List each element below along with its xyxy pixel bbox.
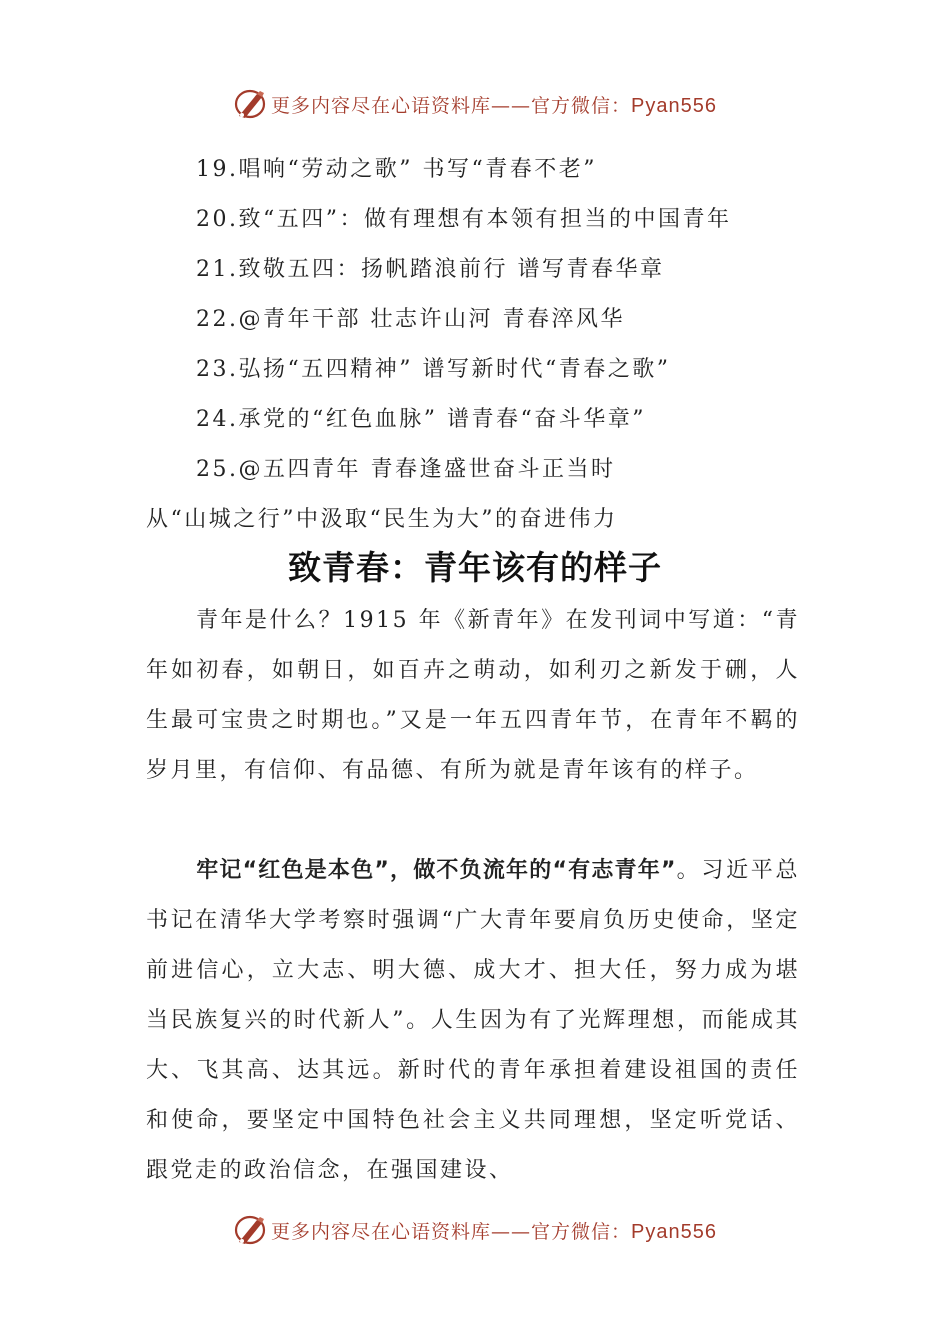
extra-title-line: 从“山城之行”中汲取“民生为大”的奋进伟力 <box>146 507 618 532</box>
article-paragraph-1 <box>146 596 800 796</box>
wechat-id: Pyan556 <box>631 94 717 117</box>
article-paragraph-2 <box>146 846 800 1196</box>
banner-text <box>271 91 717 118</box>
banner-slogan: 更多内容尽在心语资料库——官方微信： <box>271 94 632 117</box>
title-list <box>196 148 731 498</box>
list-item: 19.唱响“劳动之歌” 书写“青春不老” <box>196 157 597 182</box>
banner-text <box>271 1217 717 1244</box>
list-item: 20.致“五四”：做有理想有本领有担当的中国青年 <box>196 207 732 232</box>
list-item: 23.弘扬“五四精神” 谱写新时代“青春之歌” <box>196 357 671 382</box>
list-item: 22.@青年干部 壮志许山河 青春淬风华 <box>196 307 625 332</box>
article-title: 致青春：青年该有的样子 <box>288 548 662 587</box>
list-item: 21.致敬五四：扬帆踏浪前行 谱写青春华章 <box>196 257 665 282</box>
paragraph-2-lead: 牢记“红色是本色”，做不负流年的“有志青年” <box>196 858 677 883</box>
pen-logo-icon <box>233 1212 269 1248</box>
paragraph-1-text: 青年是什么？1915 年《新青年》在发刊词中写道：“青年如初春，如朝日，如百卉之萌动，如利刃之新发于硎，人生最可宝贵之时期也。”又是一年五四青年节，在青年不羁的岁月里，有信仰、有品德、有所为就是青年该有的样子。 <box>146 608 800 783</box>
list-item: 25.@五四青年 青春逢盛世奋斗正当时 <box>196 457 616 482</box>
list-item: 24.承党的“红色血脉” 谱青春“奋斗华章” <box>196 407 646 432</box>
pen-logo-icon <box>233 86 269 122</box>
wechat-id: Pyan556 <box>631 1220 717 1243</box>
banner-slogan: 更多内容尽在心语资料库——官方微信： <box>271 1220 632 1243</box>
paragraph-2-text: 。习近平总书记在清华大学考察时强调“广大青年要肩负历史使命，坚定前进信心，立大志、明大德、成大才、担大任，努力成为堪当民族复兴的时代新人”。人生因为有了光辉理想，而能成其大、飞其高、达其远。新时代的青年承担着建设祖国的责任和使命，要坚定中国特色社会主义共同理想，坚定听党话、跟党走的政治信念，在强国建设、 <box>146 858 800 1183</box>
header-banner <box>0 82 950 126</box>
footer-banner <box>0 1208 950 1252</box>
